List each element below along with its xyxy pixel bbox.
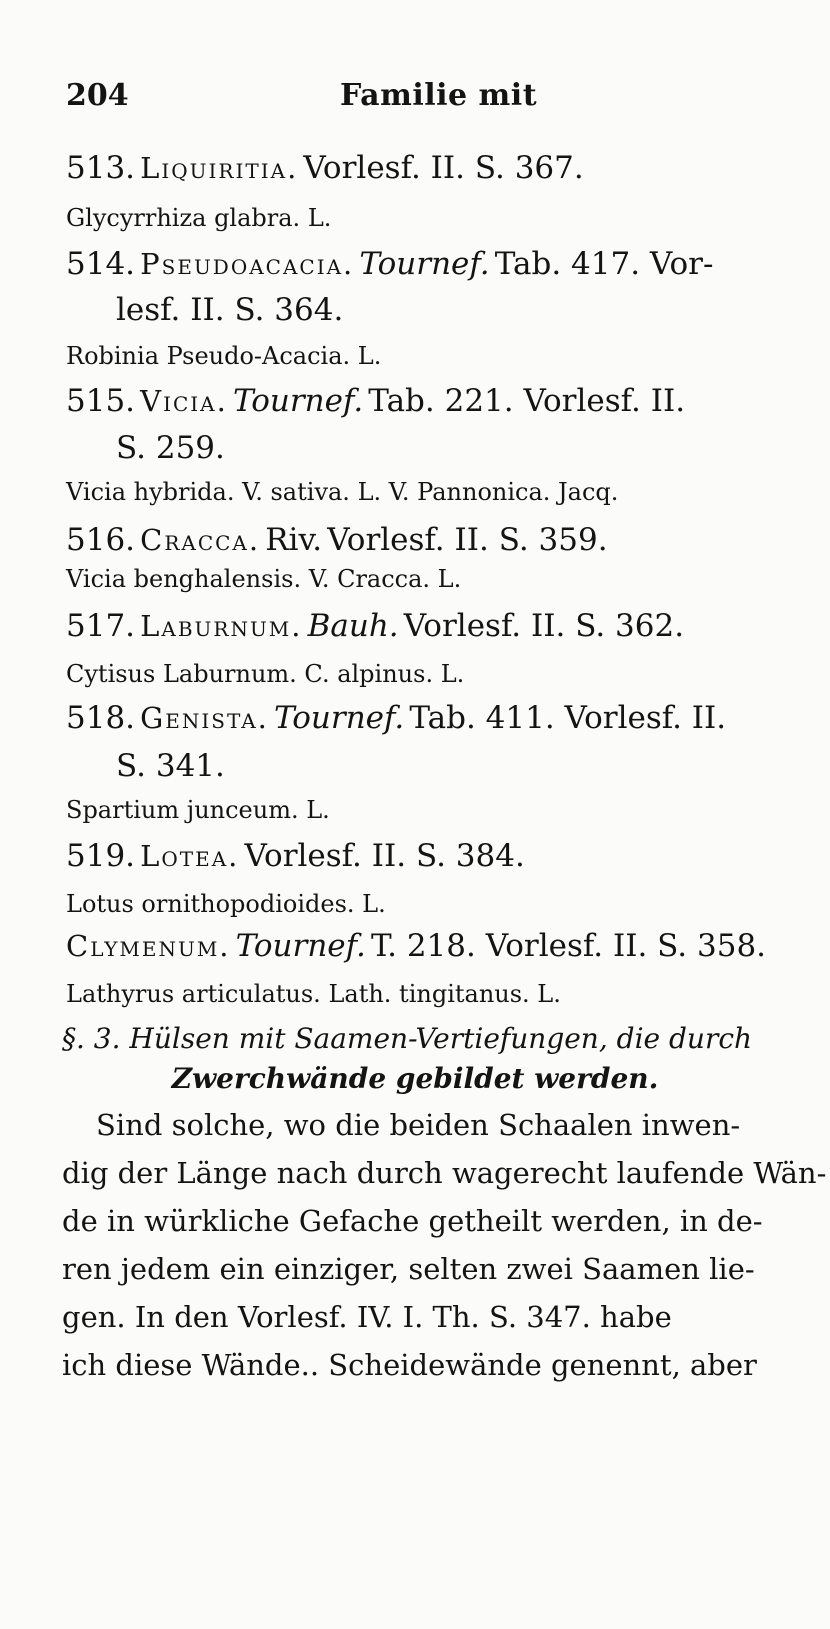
entry-genus: Clymenum. — [66, 929, 231, 963]
entry-514 — [66, 246, 786, 282]
entry-synonyms: Vicia hybrida. V. sativa. L. V. Pannonica. Jacq. — [66, 478, 619, 506]
entry-reference: Tab. 417. Vor- — [494, 246, 714, 282]
entry-reference: Tab. 221. Vorlesf. II. — [368, 383, 686, 419]
entry-authority: Tournef. — [232, 383, 364, 419]
entry-reference: Tab. 411. Vorlesf. II. — [409, 700, 727, 736]
entry-genus: Vicia. — [140, 384, 228, 418]
entry-synonyms: Lotus ornithopodioides. L. — [66, 890, 386, 918]
paragraph-line-6: ich diese Wände.. Scheidewände genennt, aber — [62, 1348, 757, 1382]
paragraph-line-2: dig der Länge nach durch wagerecht laufende Wän- — [62, 1156, 827, 1190]
entry-genus: Pseudoacacia. — [140, 247, 355, 281]
entry-synonyms: Lathyrus articulatus. Lath. tingitanus. L. — [66, 980, 561, 1008]
entry-synonyms: Spartium junceum. L. — [66, 796, 330, 824]
entry-reference-continued: S. 341. — [116, 748, 225, 784]
entry-authority: Riv. — [265, 522, 323, 558]
entry-number: 516. — [66, 522, 136, 558]
entry-517 — [66, 608, 786, 644]
entry-number: 513. — [66, 150, 136, 186]
paragraph-line-4: ren jedem ein einziger, selten zwei Saamen lie- — [62, 1252, 755, 1286]
entry-reference-continued: S. 259. — [116, 430, 225, 466]
entry-number: 514. — [66, 246, 136, 282]
entry-authority: Tournef. — [359, 246, 490, 282]
entry-authority: Tournef. — [235, 928, 366, 964]
entry-genus: Cracca. — [140, 523, 261, 557]
running-head: Familie mit — [340, 78, 538, 113]
entry-number: 515. — [66, 383, 136, 419]
entry-516 — [66, 522, 786, 558]
entry-number: 518. — [66, 700, 136, 736]
entry-synonyms: Glycyrrhiza glabra. L. — [66, 204, 332, 232]
entry-genus: Genista. — [140, 701, 269, 735]
entry-515 — [66, 383, 786, 419]
entry-number: 517. — [66, 608, 136, 644]
entry-synonyms: Robinia Pseudo-Acacia. L. — [66, 342, 382, 370]
entry-519 — [66, 838, 786, 874]
entry-authority: Tournef. — [274, 700, 405, 736]
section-heading: §. 3. Hülsen mit Saamen-Vertiefungen, die durch — [62, 1022, 753, 1055]
entry-synonyms: Cytisus Laburnum. C. alpinus. L. — [66, 660, 465, 688]
entry-reference: T. 218. Vorlesf. II. S. 358. — [370, 928, 767, 964]
entry-genus: Laburnum. — [140, 609, 303, 643]
paragraph-line-5: gen. In den Vorlesf. IV. I. Th. S. 347. habe — [62, 1300, 672, 1334]
entry-authority: Bauh. — [307, 608, 399, 644]
entry-genus: Liquiritia. — [140, 151, 299, 185]
page-number: 204 — [66, 78, 129, 113]
entry-reference: Vorlesf. II. S. 384. — [244, 838, 525, 874]
entry-reference: Vorlesf. II. S. 367. — [303, 150, 584, 186]
paragraph-line-1: Sind solche, wo die beiden Schaalen inwen- — [96, 1108, 741, 1142]
entry-genus: Lotea. — [140, 839, 240, 873]
entry-reference: Vorlesf. II. S. 362. — [403, 608, 685, 644]
entry-reference: Vorlesf. II. S. 359. — [327, 522, 608, 558]
entry-number: 519. — [66, 838, 136, 874]
page-header — [0, 78, 830, 118]
paragraph-line-3: de in würkliche Gefache getheilt werden, in de- — [62, 1204, 763, 1238]
section-heading-continued: Zwerchwände gebildet werden. — [171, 1062, 659, 1095]
entry-synonyms: Vicia benghalensis. V. Cracca. L. — [66, 565, 462, 593]
entry-518 — [66, 700, 786, 736]
entry-reference-continued: lesf. II. S. 364. — [116, 292, 344, 328]
entry-513 — [66, 150, 786, 186]
entry-clymenum — [66, 928, 786, 964]
